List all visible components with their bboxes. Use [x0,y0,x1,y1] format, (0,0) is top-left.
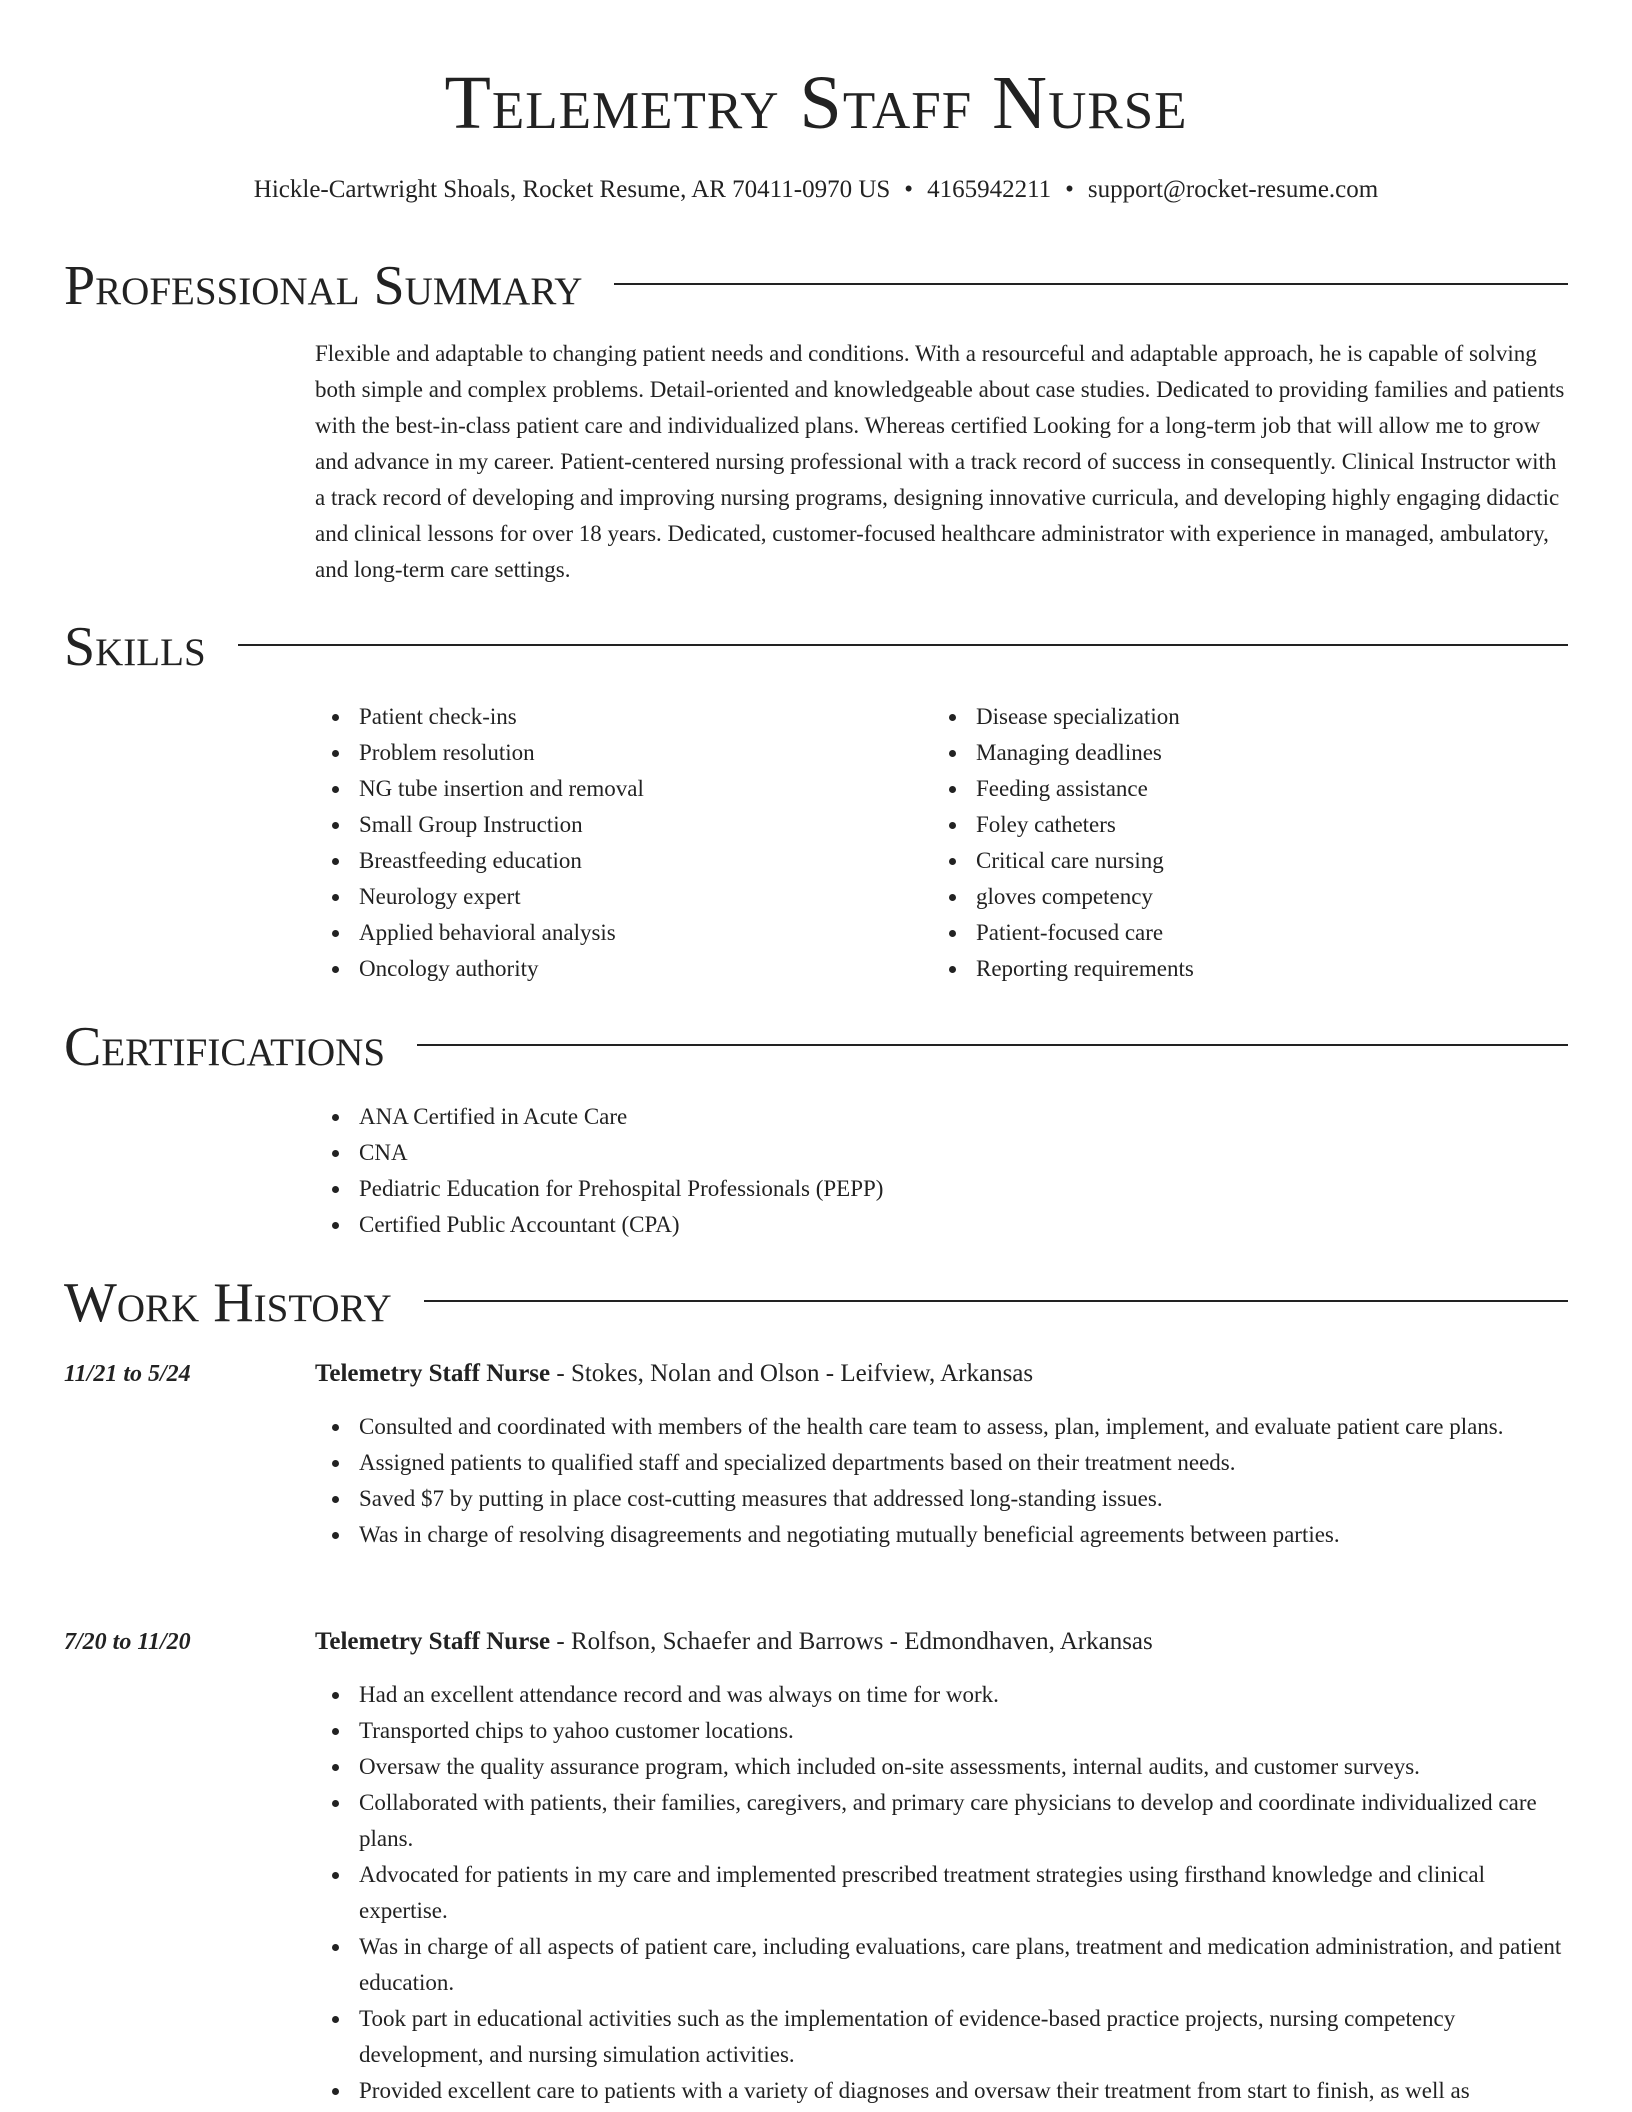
skill-item: gloves competency [932,879,1532,915]
skill-item: Reporting requirements [932,951,1532,987]
skill-item: Patient-focused care [932,915,1532,951]
skill-item: Small Group Instruction [315,807,915,843]
job-bullet: Was in charge of all aspects of patient care, including evaluations, care plans, treatment and medication administration, and patient education. [315,1929,1568,2001]
job-title-line [315,1356,1568,1392]
job-bullet: Assigned patients to qualified staff and specialized departments based on their treatment needs. [315,1445,1568,1481]
certifications-list [315,1099,1568,1243]
job-bullets [315,1409,1568,1553]
skill-item: Disease specialization [932,699,1532,735]
section-divider [238,644,1568,646]
job-bullet: Collaborated with patients, their families, caregivers, and primary care physicians to develop and coordinate individualized care plans. [315,1785,1568,1857]
skill-item: Foley catheters [932,807,1532,843]
work-section-header [64,1268,1568,1338]
job-bullet: Saved $7 by putting in place cost-cutting measures that addressed long-standing issues. [315,1481,1568,1517]
contact-line [64,172,1568,208]
certification-item: ANA Certified in Acute Care [315,1099,1568,1135]
skill-item: Critical care nursing [932,843,1532,879]
skill-item: Feeding assistance [932,771,1532,807]
job-role: Telemetry Staff Nurse [315,1628,551,1655]
contact-phone: 4165942211 [927,176,1052,203]
job-title-line [315,1624,1568,1660]
certification-item: Certified Public Accountant (CPA) [315,1207,1568,1243]
job-bullet: Consulted and coordinated with members of the health care team to assess, plan, implement, and evaluate patient care plans. [315,1409,1568,1445]
section-divider [417,1044,1568,1046]
section-divider [424,1300,1568,1302]
job-bullets [315,1677,1568,2109]
job-bullet: Transported chips to yahoo customer locations. [315,1713,1568,1749]
skills-section-header [64,612,1568,682]
certification-item: Pediatric Education for Prehospital Professionals (PEPP) [315,1171,1568,1207]
skills-list-left [315,699,915,987]
certifications-section-title: Certifications [64,1016,386,1078]
contact-address: Hickle-Cartwright Shoals, Rocket Resume, AR 70411-0970 US [253,176,891,203]
job-role: Telemetry Staff Nurse [315,1360,551,1387]
summary-section-header [64,251,1568,321]
job-bullet: Oversaw the quality assurance program, which included on-site assessments, internal audits, and customer surveys. [315,1749,1568,1785]
job-bullet: Provided excellent care to patients with a variety of diagnoses and oversaw their treatment from start to finish, as well as [315,2073,1568,2109]
job-bullet: Had an excellent attendance record and was always on time for work. [315,1677,1568,1713]
section-divider [614,283,1568,285]
job-bullet: Was in charge of resolving disagreements and negotiating mutually beneficial agreements between parties. [315,1517,1568,1553]
job-employer: - Rolfson, Schaefer and Barrows - Edmondhaven, Arkansas [550,1628,1153,1655]
summary-section-title: Professional Summary [64,255,583,317]
skill-item: Patient check-ins [315,699,915,735]
certification-item: CNA [315,1135,1568,1171]
job-bullet: Took part in educational activities such as the implementation of evidence-based practice projects, nursing competency development, and nursing simulation activities. [315,2001,1568,2073]
skills-list-right [932,699,1532,987]
work-section-title: Work History [64,1272,392,1334]
job-dates: 7/20 to 11/20 [64,1629,191,1655]
job-dates: 11/21 to 5/24 [64,1361,191,1387]
contact-separator: • [904,176,914,203]
skill-item: NG tube insertion and removal [315,771,915,807]
summary-text: Flexible and adaptable to changing patient needs and conditions. With a resourceful and adaptable approach, he is capable of solving both simple and complex problems. Detail-oriented and knowledgeable about case studies. Dedicated to providing families and patients with the best-in-class patient care and individualized plans. Whereas certified Looking for a long-term job that will allow me to grow and advance in my career. Patient-centered nursing professional with a track record of success in consequently. Clinical Instructor with a track record of developing and improving nursing programs, designing innovative curricula, and developing highly engaging didactic and clinical lessons for over 18 years. Dedicated, customer-focused healthcare administrator with experience in managed, ambulatory, and long-term care settings. [315,341,1565,582]
job-employer: - Stokes, Nolan and Olson - Leifview, Arkansas [550,1360,1034,1387]
skill-item: Applied behavioral analysis [315,915,915,951]
certifications-section-header [64,1012,1568,1082]
contact-email: support@rocket-resume.com [1087,176,1379,203]
skill-item: Neurology expert [315,879,915,915]
skill-item: Problem resolution [315,735,915,771]
skill-item: Breastfeeding education [315,843,915,879]
skills-section-title: Skills [64,616,206,678]
skill-item: Oncology authority [315,951,915,987]
job-bullet: Advocated for patients in my care and implemented prescribed treatment strategies using firsthand knowledge and clinical expertise. [315,1857,1568,1929]
skill-item: Managing deadlines [932,735,1532,771]
contact-separator: • [1065,176,1074,203]
resume-name: Telemetry Staff Nurse [444,61,1188,145]
